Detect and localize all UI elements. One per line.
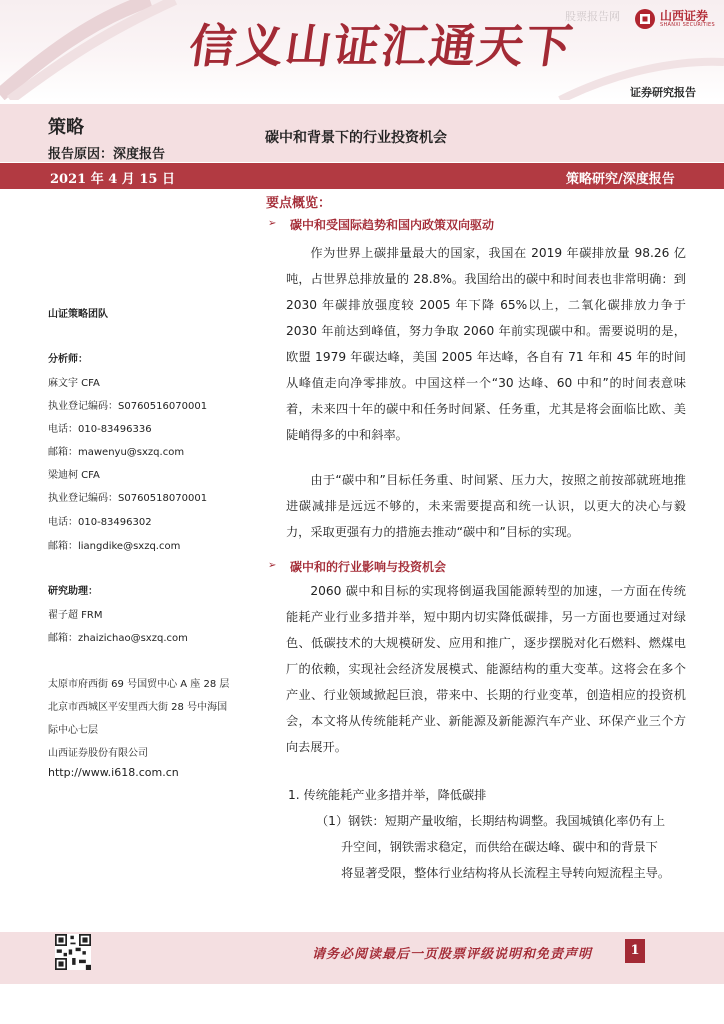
brand-english-name: SHANXI SECURITIES [660,22,715,28]
team-name: 山证策略团队 [48,309,108,320]
section-title: 碳中和的行业影响与投资机会 [290,560,447,574]
paragraph-urgency: 由于“碳中和”目标任务重、时间紧、压力大，按照之前按部就班地推进碳减排是远远不够的，未来需要提高和统一认识，以更大的决心与毅力，采取更强有力的措施去推动“碳中和”目标的实现。 [286,473,686,539]
analyst-license: 执业登记编码：S0760516070001 [48,401,208,412]
company-website[interactable]: http://www.i618.com.cn [48,766,179,779]
report-reason: 报告原因：深度报告 [48,147,166,162]
assistant-heading: 研究助理： [48,586,98,597]
paragraph-carbon-emissions: 作为世界上碳排量最大的国家，我国在 2019 年碳排放量 98.26 亿吨，占世界总排放量的 28.8%。我国给出的碳中和时间表也非常明确：到 2030 年碳排放强度较 2005 年下降 65%以上，二氧化碳排放力争于 2030 年前达到峰值，努力争取 2060 年前实现碳中和。需要说明的是，欧盟 1979 年碳达峰，美国 2005 年达峰，各自有 71 年和 45 年的时间从峰值走向净零排放。中国这样一个“30 达峰、60 中和”的时间表意味着，未来四十年的碳中和任务时间紧、任务重，尤其是将会面临比欧、美陡峭得多的中和斜率。 [286,246,686,442]
analyst-phone: 电话：010-83496302 [48,517,152,528]
section-title: 碳中和受国际趋势和国内政策双向驱动 [290,218,495,232]
brand-logo-icon [634,8,656,30]
analyst-email[interactable]: 邮箱：mawenyu@sxzq.com [48,447,185,458]
bullet-arrow-icon: ➢ [268,560,277,571]
assistant-name: 翟子超 FRM [48,610,103,621]
page-number: 1 [625,939,645,963]
address-beijing-cont: 际中心七层 [48,725,98,736]
disclaimer-text: 请务必阅读最后一页股票评级说明和免责声明 [312,947,593,962]
assistant-email[interactable]: 邮箱：zhaizichao@sxzq.com [48,633,188,644]
company-name: 山西证券股份有限公司 [48,748,148,759]
steel-line: 升空间，钢铁需求稳定，而供给在碳达峰、碳中和的背景下 [341,840,658,854]
steel-line: （1）钢铁：短期产量收缩，长期结构调整。我国城镇化率仍有上 [316,814,666,828]
report-date: 2021 年 4 月 15 日 [50,172,175,187]
qr-code-icon [55,934,91,970]
report-category: 策略研究/深度报告 [566,172,675,187]
document-title: 碳中和背景下的行业投资机会 [265,130,447,146]
analyst-name: 麻文宇 CFA [48,378,100,389]
address-taiyuan: 太原市府西街 69 号国贸中心 A 座 28 层 [48,679,230,690]
analyst-phone: 电话：010-83496336 [48,424,152,435]
category-title: 策略 [48,117,84,138]
analyst-name: 梁迪柯 CFA [48,470,100,481]
brand-name: 山西证券 [660,9,709,23]
paragraph-industry-impact: 2060 碳中和目标的实现将倒逼我国能源转型的加速，一方面在传统能耗产业行业多措并举，短中期内切实降低碳排，另一方面也要通过对绿色、低碳技术的大规模研发、应用和推广，逐步摆脱对化石燃料、燃煤电厂的依赖，实现社会经济发展模式、能源结构的重大变革。这将会在多个产业、行业领域掀起巨浪，带来中、长期的行业变革，创造相应的投资机会，本文将从传统能耗产业、新能源及新能源汽车产业、环保产业三个方向去展开。 [286,584,686,754]
bullet-arrow-icon: ➢ [268,218,277,229]
header-slogan: 信义山证汇通天下 [185,19,578,73]
watermark-text: 股票报告网 [565,10,620,23]
address-beijing: 北京市西城区平安里西大街 28 号中海国 [48,702,228,713]
analyst-email[interactable]: 邮箱：liangdike@sxzq.com [48,541,181,552]
steel-line: 将显著受限，整体行业结构将从长流程主导转向短流程主导。 [341,866,671,880]
analyst-license: 执业登记编码：S0760518070001 [48,493,208,504]
list-item: 1. 传统能耗产业多措并举，降低碳排 [288,788,487,802]
summary-heading: 要点概览： [266,196,332,211]
analyst-heading: 分析师： [48,354,88,365]
report-type-label: 证券研究报告 [630,86,696,99]
